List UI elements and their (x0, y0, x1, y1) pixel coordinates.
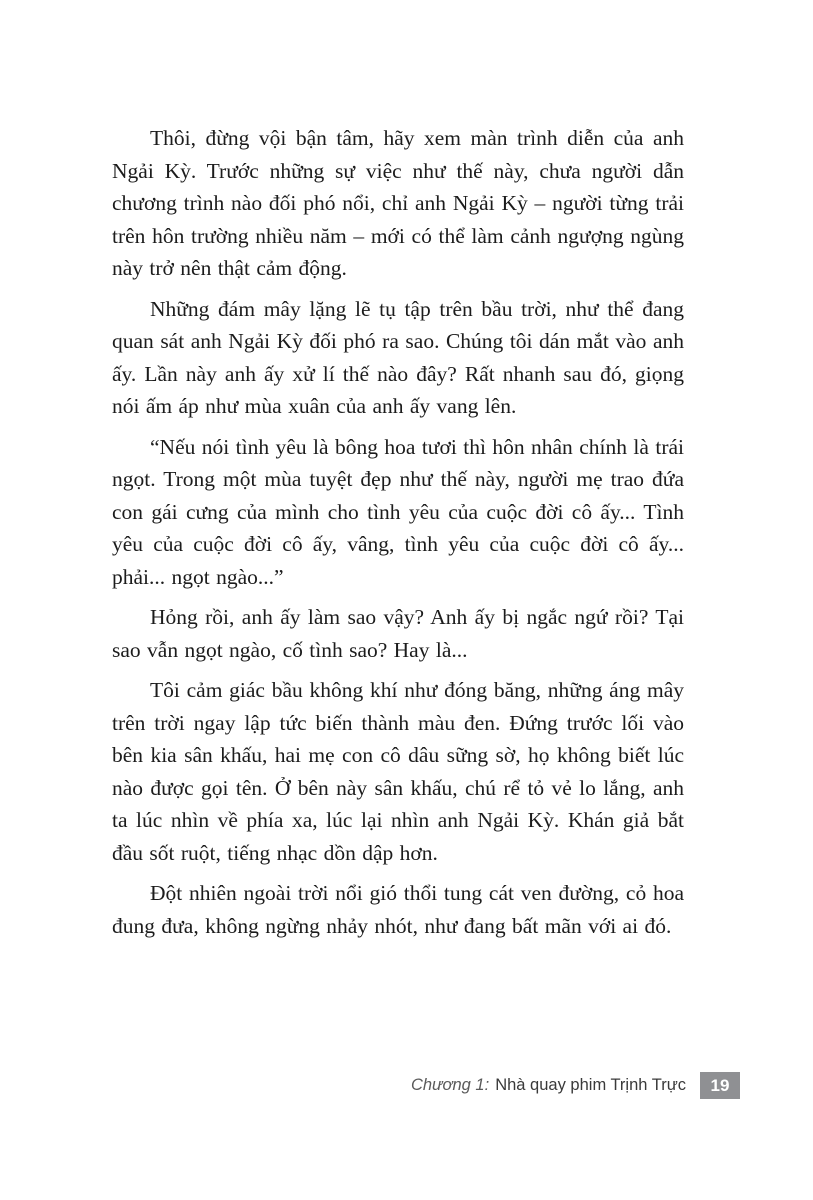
chapter-title: Nhà quay phim Trịnh Trực (495, 1076, 686, 1094)
paragraph: Tôi cảm giác bầu không khí như đóng băng, những áng mây trên trời ngay lập tức biến thành màu đen. Đứng trước lối vào bên kia sân khấu, hai mẹ con cô dâu sững sờ, họ không biết lúc nào được gọi tên. Ở bên này sân khấu, chú rể tỏ vẻ lo lắng, anh ta lúc nhìn về phía xa, lúc lại nhìn anh Ngải Kỳ. Khán giả bắt đầu sốt ruột, tiếng nhạc dồn dập hơn. (112, 678, 684, 865)
paragraph: Những đám mây lặng lẽ tụ tập trên bầu trời, như thể đang quan sát anh Ngải Kỳ đối phó ra sao. Chúng tôi dán mắt vào anh ấy. Lần này anh ấy xử lí thế nào đây? Rất nhanh sau đó, giọng nói ấm áp như mùa xuân của anh ấy vang lên. (112, 296, 684, 418)
page-number-badge: 19 (700, 1072, 740, 1099)
body-text (112, 122, 684, 950)
chapter-label: Chương 1: (410, 1076, 490, 1094)
paragraph: Đột nhiên ngoài trời nổi gió thổi tung cát ven đường, cỏ hoa đung đưa, không ngừng nhảy nhót, như đang bất mãn với ai đó. (112, 881, 684, 938)
paragraph: Thôi, đừng vội bận tâm, hãy xem màn trình diễn của anh Ngải Kỳ. Trước những sự việc như thế này, chưa người dẫn chương trình nào đối phó nổi, chỉ anh Ngải Kỳ – người từng trải trên hôn trường nhiều năm – mới có thể làm cảnh ngượng ngùng này trở nên thật cảm động. (112, 126, 684, 280)
page-footer (112, 1072, 740, 1099)
paragraph: “Nếu nói tình yêu là bông hoa tươi thì hôn nhân chính là trái ngọt. Trong một mùa tuyệt đẹp như thế này, người mẹ trao đứa con gái cưng của mình cho tình yêu của cuộc đời cô ấy... Tình yêu của cuộc đời cô ấy, vâng, tình yêu của cuộc đời cô ấy... phải... ngọt ngào...” (112, 434, 684, 589)
paragraph: Hỏng rồi, anh ấy làm sao vậy? Anh ấy bị ngắc ngứ rồi? Tại sao vẫn ngọt ngào, cố tình sao? Hay là... (112, 605, 684, 662)
